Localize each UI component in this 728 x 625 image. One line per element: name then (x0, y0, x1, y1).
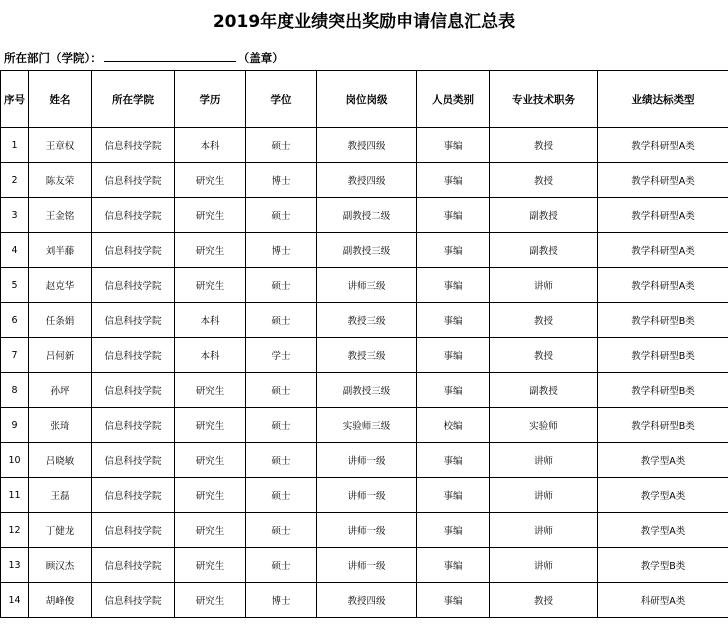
cell-col-performance-type: 教学型B类 (598, 548, 728, 583)
cell-col-education: 研究生 (175, 408, 246, 443)
cell-col-staff-type: 校编 (417, 408, 490, 443)
cell-col-index: 10 (1, 443, 29, 478)
header-col-staff-type: 人员类别 (417, 71, 490, 128)
cell-col-degree: 硕士 (246, 548, 317, 583)
cell-col-degree: 硕士 (246, 128, 317, 163)
cell-col-index: 4 (1, 233, 29, 268)
cell-col-performance-type: 教学科研型B类 (598, 373, 728, 408)
cell-col-education: 研究生 (175, 373, 246, 408)
cell-col-title: 讲师 (490, 443, 598, 478)
table-row (1, 338, 728, 373)
table-row (1, 303, 728, 338)
cell-col-college: 信息科技学院 (92, 163, 175, 198)
cell-col-title: 副教授 (490, 373, 598, 408)
cell-col-degree: 硕士 (246, 478, 317, 513)
cell-col-degree: 硕士 (246, 408, 317, 443)
cell-col-title: 教授 (490, 163, 598, 198)
cell-col-education: 研究生 (175, 548, 246, 583)
header-col-post-level: 岗位岗级 (317, 71, 417, 128)
cell-col-post-level: 讲师一级 (317, 443, 417, 478)
cell-col-staff-type: 事编 (417, 443, 490, 478)
cell-col-staff-type: 事编 (417, 338, 490, 373)
cell-col-name: 王磊 (29, 478, 92, 513)
cell-col-index: 9 (1, 408, 29, 443)
cell-col-index: 1 (1, 128, 29, 163)
cell-col-post-level: 教授四级 (317, 163, 417, 198)
cell-col-post-level: 讲师三级 (317, 268, 417, 303)
cell-col-performance-type: 教学型A类 (598, 478, 728, 513)
cell-col-post-level: 教授四级 (317, 128, 417, 163)
cell-col-staff-type: 事编 (417, 198, 490, 233)
table-row (1, 583, 728, 618)
cell-col-degree: 博士 (246, 163, 317, 198)
cell-col-title: 教授 (490, 583, 598, 618)
cell-col-college: 信息科技学院 (92, 478, 175, 513)
header-col-title: 专业技术职务 (490, 71, 598, 128)
cell-col-college: 信息科技学院 (92, 583, 175, 618)
cell-col-index: 8 (1, 373, 29, 408)
cell-col-post-level: 教授三级 (317, 303, 417, 338)
cell-col-post-level: 讲师一级 (317, 478, 417, 513)
cell-col-education: 研究生 (175, 583, 246, 618)
cell-col-degree: 博士 (246, 233, 317, 268)
cell-col-title: 副教授 (490, 198, 598, 233)
page-title: 2019年度业绩突出奖励申请信息汇总表 (212, 12, 516, 32)
table-row (1, 478, 728, 513)
cell-col-education: 本科 (175, 338, 246, 373)
cell-col-degree: 博士 (246, 583, 317, 618)
cell-col-performance-type: 教学科研型B类 (598, 408, 728, 443)
header-col-college: 所在学院 (92, 71, 175, 128)
cell-col-index: 5 (1, 268, 29, 303)
cell-col-college: 信息科技学院 (92, 373, 175, 408)
table-row (1, 128, 728, 163)
header-col-name: 姓名 (29, 71, 92, 128)
table-row (1, 408, 728, 443)
cell-col-college: 信息科技学院 (92, 443, 175, 478)
cell-col-name: 张琦 (29, 408, 92, 443)
cell-col-name: 丁健龙 (29, 513, 92, 548)
cell-col-title: 教授 (490, 128, 598, 163)
cell-col-staff-type: 事编 (417, 268, 490, 303)
cell-col-education: 研究生 (175, 513, 246, 548)
cell-col-index: 12 (1, 513, 29, 548)
cell-col-index: 3 (1, 198, 29, 233)
cell-col-degree: 学士 (246, 338, 317, 373)
stamp-label: （盖章） (237, 51, 284, 65)
department-blank-line (104, 50, 236, 62)
table-row (1, 443, 728, 478)
cell-col-title: 副教授 (490, 233, 598, 268)
cell-col-name: 吕晓敏 (29, 443, 92, 478)
cell-col-title: 讲师 (490, 478, 598, 513)
cell-col-title: 讲师 (490, 513, 598, 548)
cell-col-degree: 硕士 (246, 513, 317, 548)
cell-col-name: 陈友荣 (29, 163, 92, 198)
cell-col-staff-type: 事编 (417, 548, 490, 583)
cell-col-performance-type: 教学科研型B类 (598, 338, 728, 373)
cell-col-title: 讲师 (490, 548, 598, 583)
cell-col-education: 研究生 (175, 268, 246, 303)
cell-col-title: 教授 (490, 303, 598, 338)
cell-col-education: 本科 (175, 303, 246, 338)
cell-col-title: 讲师 (490, 268, 598, 303)
table-row (1, 268, 728, 303)
cell-col-post-level: 讲师一级 (317, 513, 417, 548)
table-row (1, 548, 728, 583)
cell-col-name: 吕何新 (29, 338, 92, 373)
cell-col-index: 7 (1, 338, 29, 373)
cell-col-college: 信息科技学院 (92, 513, 175, 548)
table-header (1, 71, 728, 128)
cell-col-index: 6 (1, 303, 29, 338)
header-col-performance-type: 业绩达标类型 (598, 71, 728, 128)
cell-col-title: 实验师 (490, 408, 598, 443)
cell-col-college: 信息科技学院 (92, 268, 175, 303)
department-label: 所在部门（学院）： (4, 51, 102, 65)
header-row (1, 71, 728, 128)
cell-col-index: 11 (1, 478, 29, 513)
cell-col-college: 信息科技学院 (92, 338, 175, 373)
cell-col-post-level: 教授四级 (317, 583, 417, 618)
cell-col-performance-type: 教学型A类 (598, 513, 728, 548)
cell-col-performance-type: 教学科研型A类 (598, 163, 728, 198)
cell-col-staff-type: 事编 (417, 478, 490, 513)
cell-col-education: 研究生 (175, 443, 246, 478)
cell-col-name: 顾汉杰 (29, 548, 92, 583)
cell-col-college: 信息科技学院 (92, 198, 175, 233)
table-row (1, 513, 728, 548)
cell-col-college: 信息科技学院 (92, 408, 175, 443)
department-line (4, 49, 284, 67)
cell-col-name: 赵克华 (29, 268, 92, 303)
table-row (1, 373, 728, 408)
cell-col-post-level: 讲师一级 (317, 548, 417, 583)
cell-col-degree: 硕士 (246, 198, 317, 233)
cell-col-degree: 硕士 (246, 373, 317, 408)
cell-col-degree: 硕士 (246, 443, 317, 478)
cell-col-staff-type: 事编 (417, 513, 490, 548)
cell-col-index: 14 (1, 583, 29, 618)
cell-col-education: 本科 (175, 128, 246, 163)
cell-col-education: 研究生 (175, 233, 246, 268)
cell-col-name: 刘半藤 (29, 233, 92, 268)
cell-col-education: 研究生 (175, 478, 246, 513)
cell-col-performance-type: 教学科研型A类 (598, 198, 728, 233)
cell-col-degree: 硕士 (246, 303, 317, 338)
cell-col-college: 信息科技学院 (92, 548, 175, 583)
cell-col-performance-type: 教学型A类 (598, 443, 728, 478)
cell-col-college: 信息科技学院 (92, 233, 175, 268)
cell-col-post-level: 副教授三级 (317, 233, 417, 268)
cell-col-staff-type: 事编 (417, 303, 490, 338)
cell-col-college: 信息科技学院 (92, 128, 175, 163)
header-col-index: 序号 (1, 71, 29, 128)
cell-col-education: 研究生 (175, 163, 246, 198)
header-col-education: 学历 (175, 71, 246, 128)
cell-col-performance-type: 教学科研型A类 (598, 233, 728, 268)
header-col-degree: 学位 (246, 71, 317, 128)
cell-col-name: 王金铭 (29, 198, 92, 233)
cell-col-staff-type: 事编 (417, 233, 490, 268)
cell-col-post-level: 副教授二级 (317, 198, 417, 233)
cell-col-post-level: 副教授三级 (317, 373, 417, 408)
cell-col-index: 2 (1, 163, 29, 198)
cell-col-title: 教授 (490, 338, 598, 373)
cell-col-staff-type: 事编 (417, 583, 490, 618)
table-row (1, 163, 728, 198)
cell-col-staff-type: 事编 (417, 128, 490, 163)
table-body (1, 128, 728, 618)
cell-col-degree: 硕士 (246, 268, 317, 303)
cell-col-performance-type: 教学科研型B类 (598, 303, 728, 338)
cell-col-college: 信息科技学院 (92, 303, 175, 338)
cell-col-performance-type: 教学科研型A类 (598, 268, 728, 303)
cell-col-staff-type: 事编 (417, 163, 490, 198)
cell-col-performance-type: 科研型A类 (598, 583, 728, 618)
table-row (1, 198, 728, 233)
cell-col-name: 孙坪 (29, 373, 92, 408)
cell-col-index: 13 (1, 548, 29, 583)
cell-col-name: 王章权 (29, 128, 92, 163)
table-row (1, 233, 728, 268)
cell-col-education: 研究生 (175, 198, 246, 233)
summary-table (0, 70, 728, 618)
cell-col-name: 任条娟 (29, 303, 92, 338)
cell-col-post-level: 实验师三级 (317, 408, 417, 443)
cell-col-staff-type: 事编 (417, 373, 490, 408)
cell-col-performance-type: 教学科研型A类 (598, 128, 728, 163)
cell-col-post-level: 教授三级 (317, 338, 417, 373)
cell-col-name: 胡峰俊 (29, 583, 92, 618)
